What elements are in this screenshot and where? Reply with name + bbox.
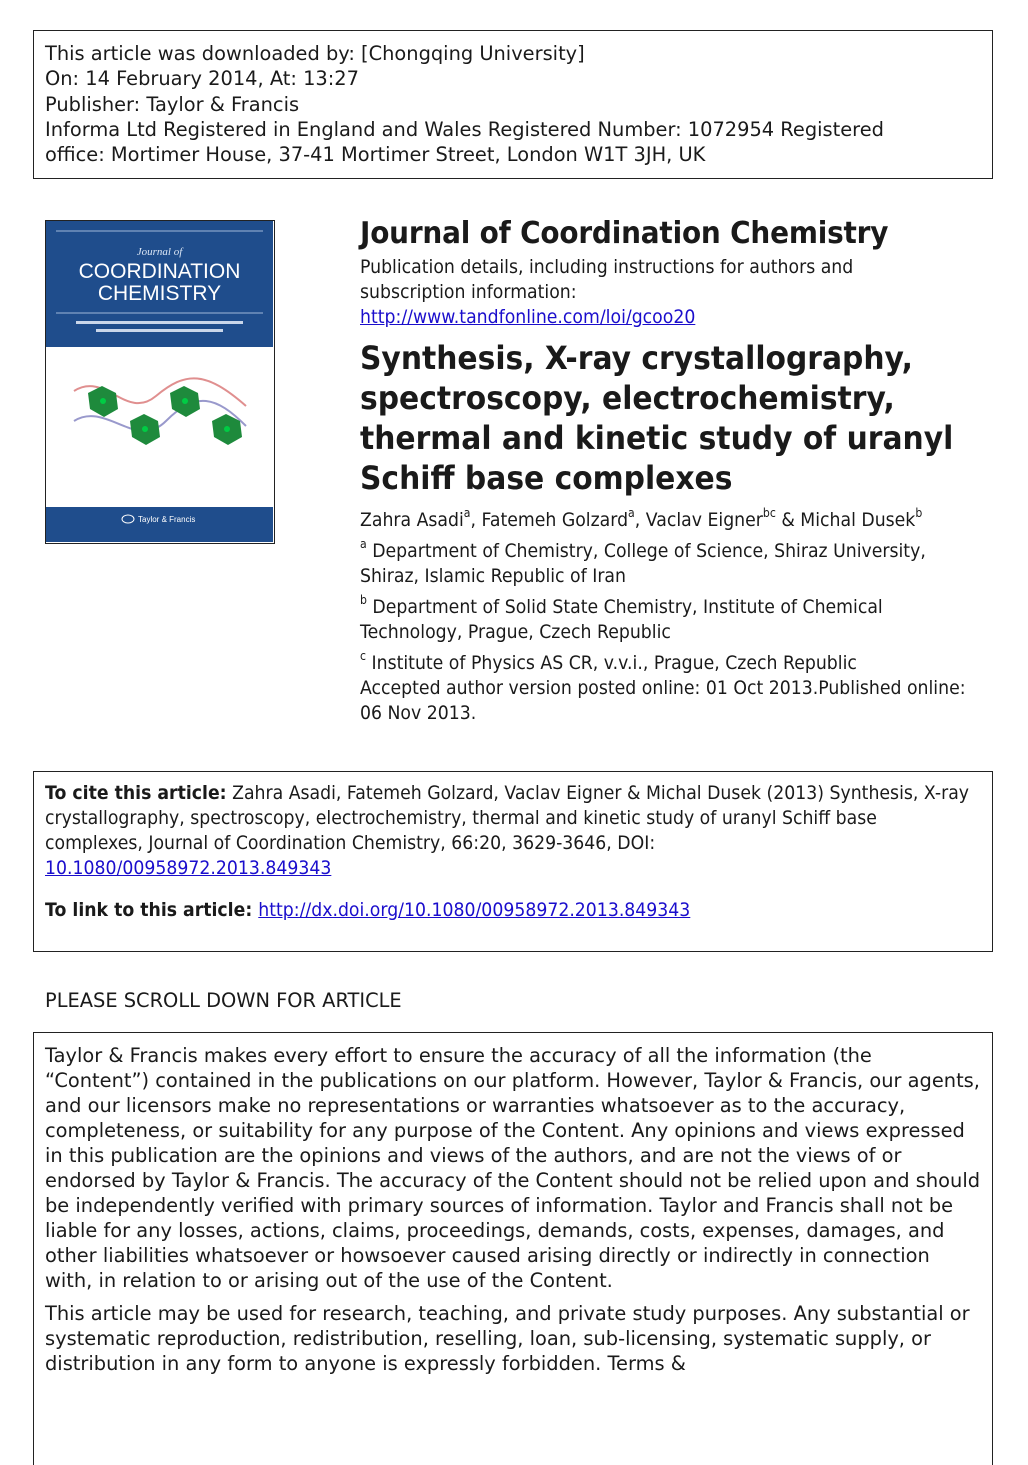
publication-details-line: subscription information:: [360, 281, 577, 303]
affiliation-text: Department of Chemistry, College of Science, Shiraz University, Shiraz, Islamic Republic of Iran: [360, 540, 926, 587]
author-affiliation-mark: a: [463, 506, 471, 520]
disclaimer-paragraph: Taylor & Francis makes every effort to ensure the accuracy of all the information (the “Content”) contained in the publications on our platform. However, Taylor & Francis, our agents, and our licensors make no representations or warranties whatsoever as to the accuracy, completeness, or suitability for any purpose of the Content. Any opinions and views expressed in this publication are the opinions and views of the authors, and are not the views of or endorsed by Taylor & Francis. The accuracy of the Content should not be relied upon and should be independently verified with primary sources of information. Taylor and Francis shall not be liable for any losses, actions, claims, proceedings, demands, costs, expenses, damages, and other liabilities whatsoever or howsoever caused arising directly or indirectly in connection with, in relation to or arising out of the use of the Content.: [45, 1044, 981, 1292]
author-separator: &: [775, 509, 801, 531]
affiliation: [360, 539, 988, 589]
publication-details-line: Publication details, including instructions for authors and: [360, 256, 854, 278]
cover-word-chemistry: CHEMISTRY: [97, 282, 222, 305]
publication-dates: Accepted author version posted online: 01 Oct 2013.Published online: 06 Nov 2013.: [360, 677, 966, 724]
download-info-line: On: 14 February 2014, At: 13:27: [45, 67, 359, 91]
author-affiliation-mark: bc: [762, 506, 776, 520]
link-paragraph: [45, 898, 973, 923]
article-title: Synthesis, X-ray crystallography, spectroscopy, electrochemistry, thermal and kinetic study of uranyl Schiff base complexes: [360, 339, 954, 497]
download-info-box: [33, 30, 993, 179]
author-separator: ,: [470, 509, 482, 531]
citation-box: [33, 771, 993, 952]
link-label: To link to this article:: [45, 899, 259, 921]
author-affiliation-mark: b: [915, 506, 923, 520]
affiliation-mark: c: [360, 649, 367, 663]
affiliation: [360, 595, 988, 645]
author-affiliation-mark: a: [628, 506, 635, 520]
author-name: Zahra Asadi: [360, 509, 464, 531]
affiliation-mark: a: [360, 537, 367, 551]
article-url-link[interactable]: http://dx.doi.org/10.1080/00958972.2013.849343: [258, 899, 691, 921]
journal-title: Journal of Coordination Chemistry: [360, 216, 889, 251]
cite-paragraph: [45, 781, 973, 881]
cover-publisher-logo: Taylor & Francis: [138, 515, 196, 524]
download-info-line: Informa Ltd Registered in England and Wales Registered Number: 1072954 Registered: [45, 117, 884, 141]
author-list: [360, 508, 942, 533]
author-name: Vaclav Eigner: [645, 509, 763, 531]
publication-details: [360, 255, 988, 330]
scroll-notice: PLEASE SCROLL DOWN FOR ARTICLE: [45, 989, 402, 1012]
author-name: Fatemeh Golzard: [481, 509, 629, 531]
article-header: [360, 214, 1000, 726]
affiliation-text: Department of Solid State Chemistry, Institute of Chemical Technology, Prague, Czech Republic: [360, 596, 883, 643]
author-separator: ,: [634, 509, 646, 531]
author-name: Michal Dusek: [800, 509, 916, 531]
doi-link[interactable]: 10.1080/00958972.2013.849343: [45, 857, 332, 879]
disclaimer-paragraph: This article may be used for research, teaching, and private study purposes. Any substantial or systematic reproduction, redistribution, reselling, loan, sub-licensing, systematic supply, or distribution in any form to anyone is expressly forbidden. Terms &: [45, 1302, 970, 1375]
download-info-line: office: Mortimer House, 37-41 Mortimer Street, London W1T 3JH, UK: [45, 143, 706, 167]
affiliation: [360, 651, 988, 676]
cite-text: Zahra Asadi, Fatemeh Golzard, Vaclav Eigner & Michal Dusek (2013) Synthesis, X-ray crystallography, spectroscopy, electrochemistry, thermal and kinetic study of uranyl Schiff base complexes, Journal of Coordination Chemistry, 66:20, 3629-3646, DOI:: [45, 782, 970, 854]
affiliation-mark: b: [360, 593, 367, 607]
journal-cover-image: [45, 220, 275, 544]
cover-word-coordination: COORDINATION: [78, 260, 241, 283]
download-info-line: Publisher: Taylor & Francis: [45, 92, 300, 116]
journal-url-link[interactable]: http://www.tandfonline.com/loi/gcoo20: [360, 306, 696, 328]
affiliation-text: Institute of Physics AS CR, v.v.i., Prague, Czech Republic: [366, 652, 857, 674]
cover-journal-of: Journal of: [136, 246, 183, 258]
cover-illustration: [46, 221, 273, 542]
cite-label: To cite this article:: [45, 782, 227, 804]
download-info-line: This article was downloaded by: [Chongqing University]: [45, 42, 585, 65]
disclaimer-box: [33, 1032, 993, 1465]
